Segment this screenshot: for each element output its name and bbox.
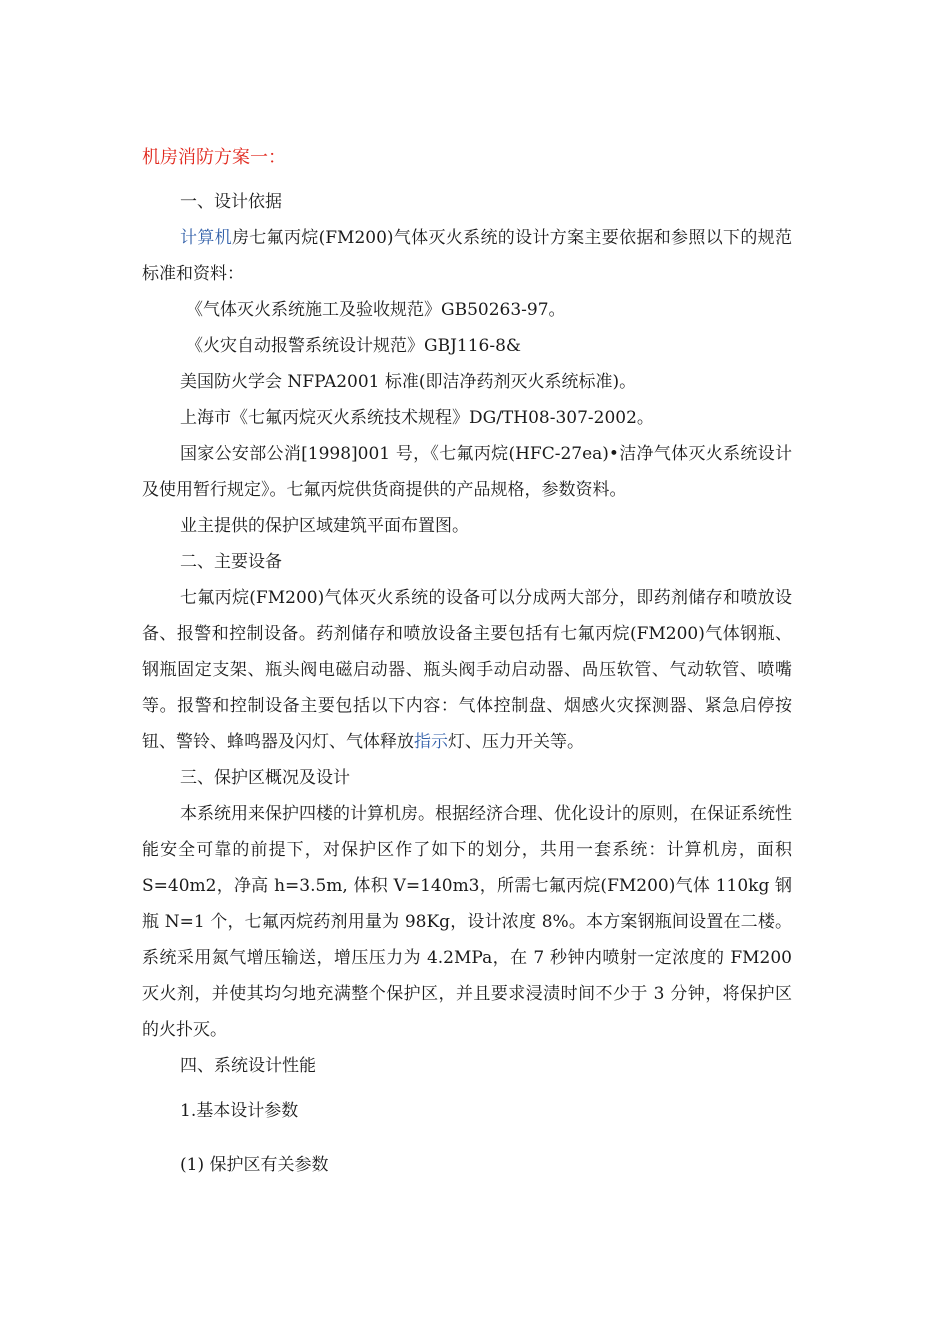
reference-2: 《火灾自动报警系统设计规范》GBJ116-8& [186,336,522,356]
document-body [142,140,792,1183]
section-2-paragraph-tail: 灯、压力开关等。 [448,732,584,752]
section-1-paragraph [142,220,792,292]
section-1-heading: 一、设计依据 [180,192,282,212]
section-1-paragraph-text: 房七氟丙烷(FM200)气体灭火系统的设计方案主要依据和参照以下的规范标准和资料： [142,228,793,284]
section-3-heading: 三、保护区概况及设计 [180,768,350,788]
section-2-paragraph-text: 七氟丙烷(FM200)气体灭火系统的设备可以分成两大部分，即药剂储存和喷放设备、报警和控制设备。药剂储存和喷放设备主要包括有七氟丙烷(FM200)气体钢瓶、钢瓶固定支架、瓶头阀电磁启动器、瓶头阀手动启动器、咼压软管、气动软管、喷嘴等。报警和控制设备主要包括以下内容：气体控制盘、烟感火灾探测器、紧急启停按钮、警铃、蜂鸣器及闪灯、气体释放 [142,588,792,752]
reference-6: 业主提供的保护区域建筑平面布置图。 [180,516,469,536]
section-2-paragraph [142,580,792,760]
section-4-heading: 四、系统设计性能 [180,1056,316,1076]
reference-1: 《气体灭火系统施工及验收规范》GB50263-97。 [186,300,566,320]
indicator-link[interactable]: 指示 [414,732,448,752]
document-title: 机房消防方案一： [142,147,286,168]
subsection-item: (1) 保护区有关参数 [180,1155,329,1175]
reference-4: 上海市《七氟丙烷灭火系统技术规程》DG/TH08-307-2002。 [180,408,654,428]
spacer [142,1084,792,1093]
reference-3: 美国防火学会 NFPA2001 标准(即洁净药剂灭火系统标准)。 [180,372,637,392]
subsection-heading: 1.基本设计参数 [180,1101,299,1121]
computer-link[interactable]: 计算机 [180,228,232,248]
section-2-heading: 二、主要设备 [180,552,282,572]
section-3-paragraph: 本系统用来保护四楼的计算机房。根据经济合理、优化设计的原则，在保证系统性能安全可靠的前提下，对保护区作了如下的划分，共用一套系统：计算机房，面积 S=40m2，净高 h=3.5m, 体积 V=140m3，所需七氟丙烷(FM200)气体 110kg 钢瓶 N=1 个，七氟丙烷药剂用量为 98Kg，设计浓度 8%。本方案钢瓶间设置在二楼。系统采用氮气增压输送，增压压力为 4.2MPa，在 7 秒钟内喷射一定浓度的 FM200 灭火剂，并使其均匀地充满整个保护区，并且要求浸渍时间不少于 3 分钟，将保护区的火扑灭。 [142,804,792,1040]
reference-5: 国家公安部公消[1998]001 号，《七氟丙烷(HFC-27ea)•洁净气体灭火系统设计及使用暂行规定》。七氟丙烷供货商提供的产品规格，参数资料。 [142,444,792,500]
spacer [142,1129,792,1147]
